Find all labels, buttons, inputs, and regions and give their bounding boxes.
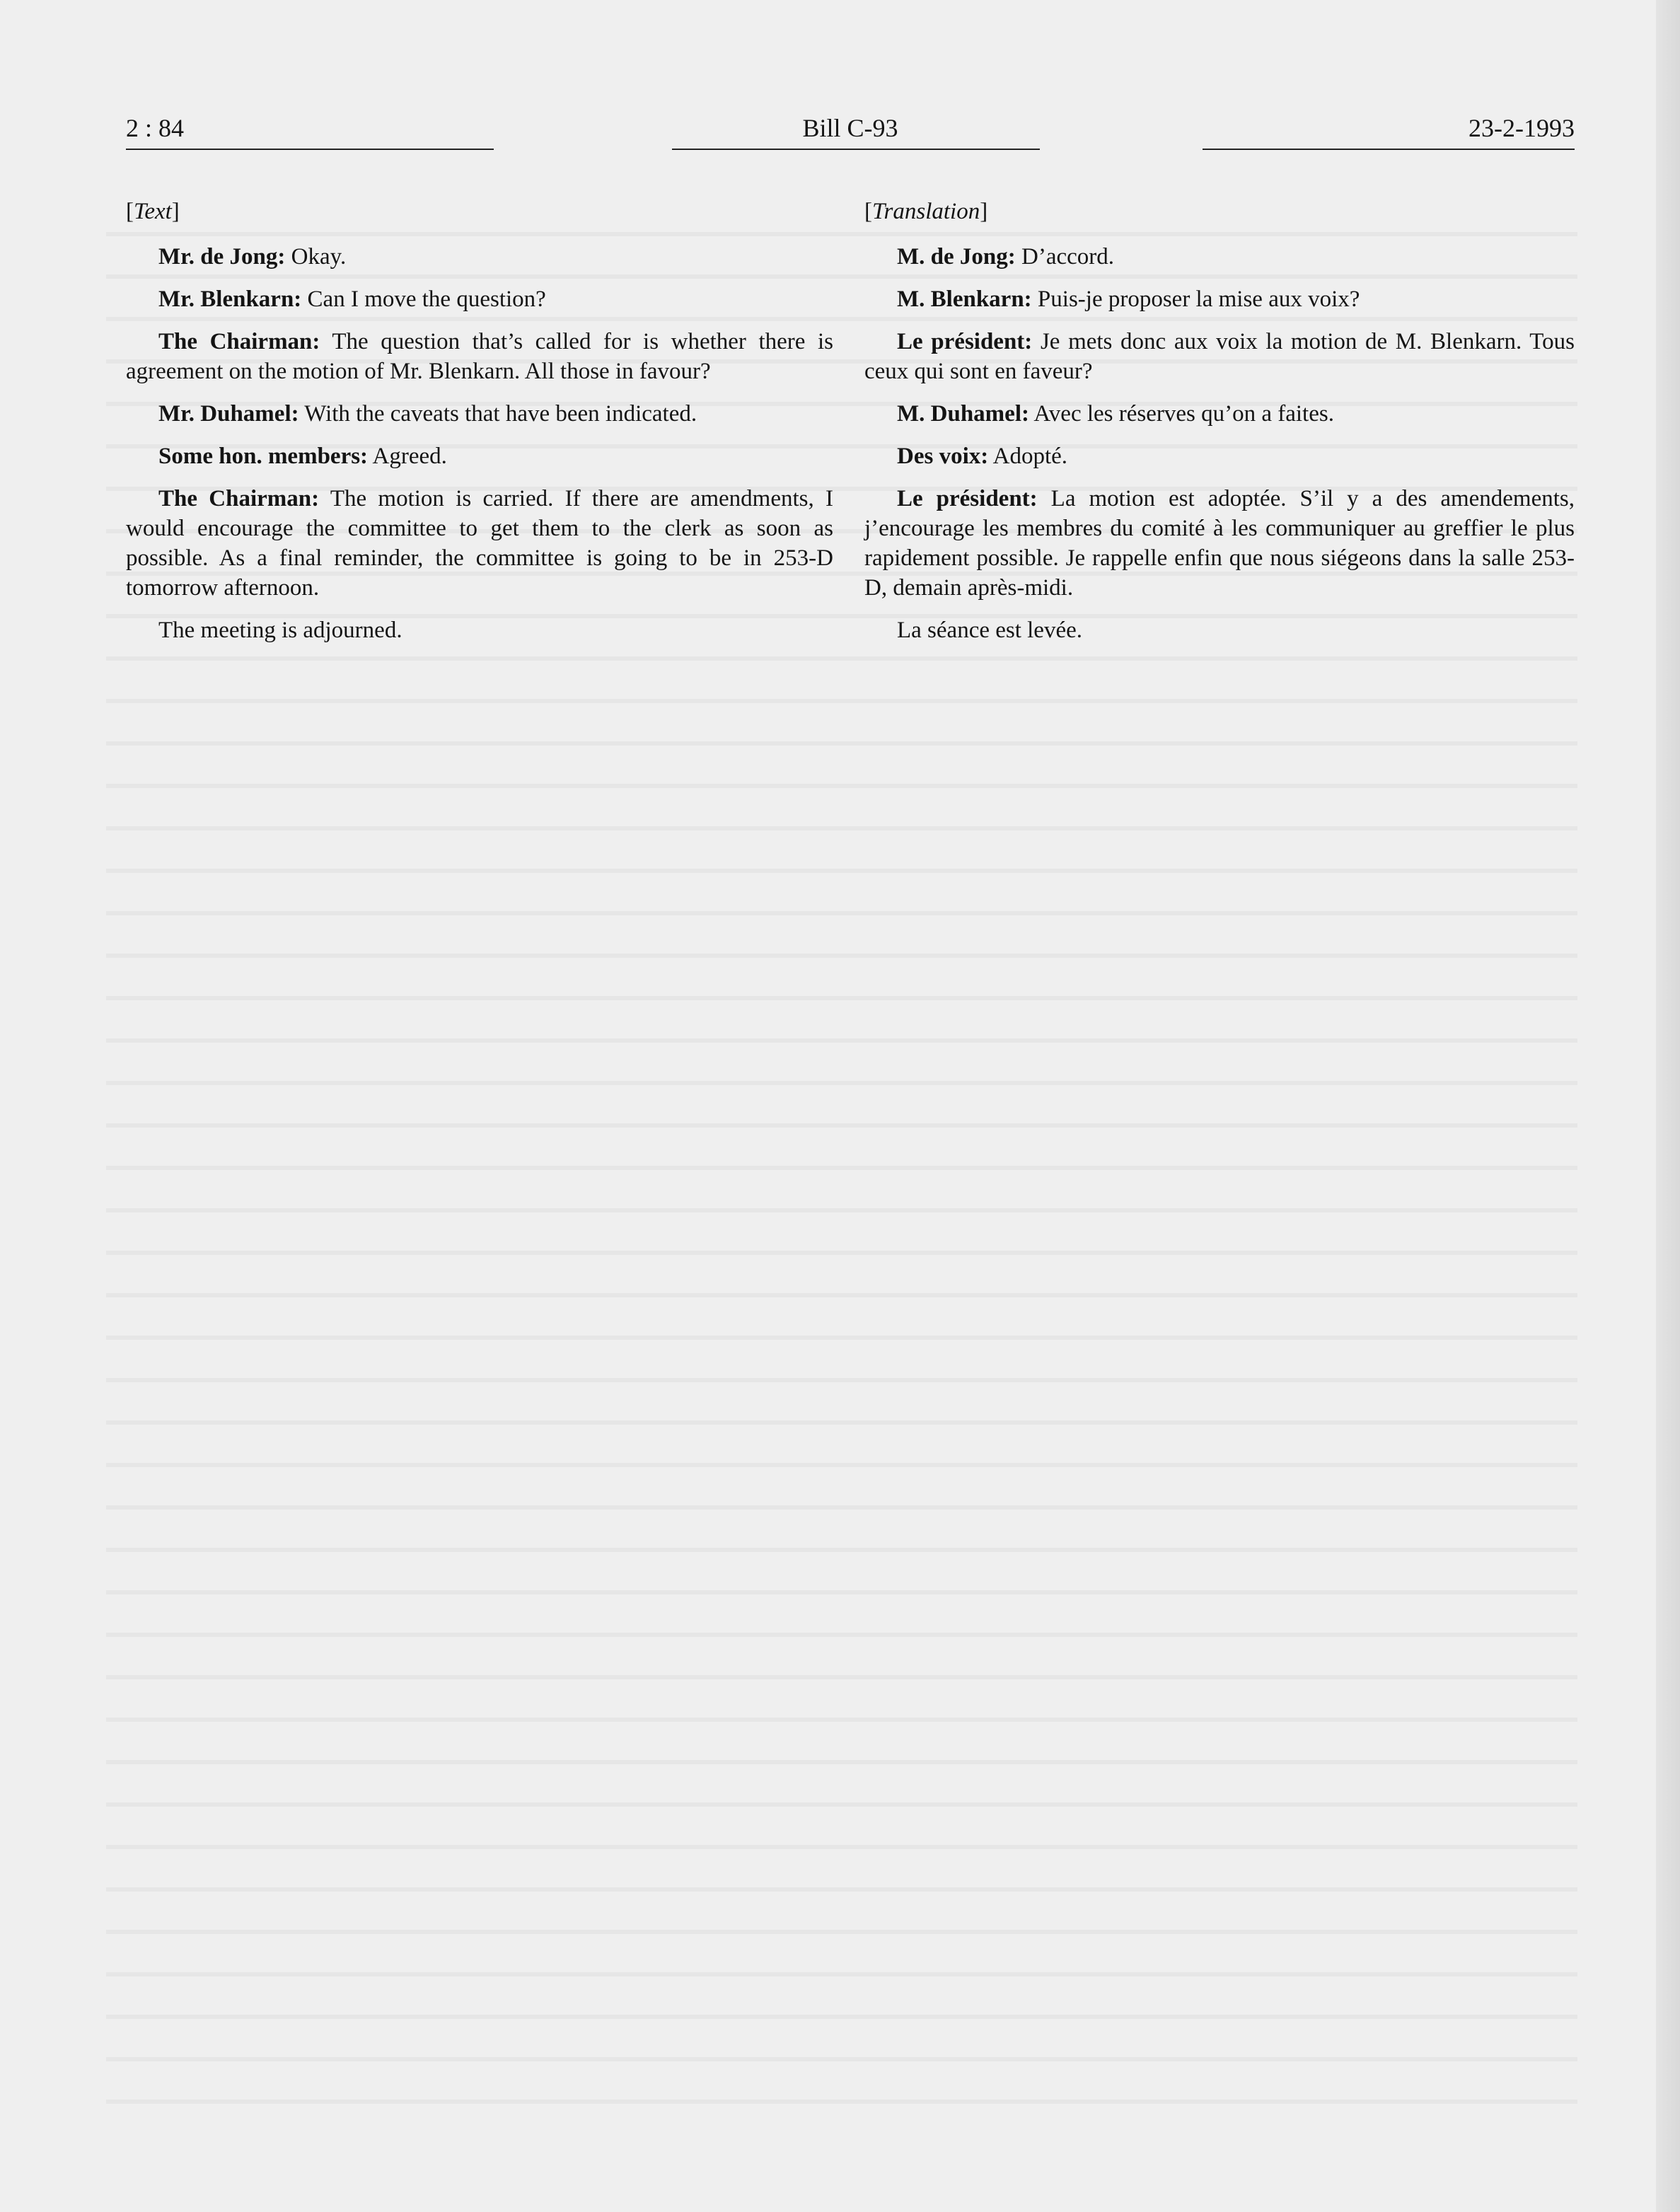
french-column xyxy=(864,197,1575,658)
speaker-name: Le président: xyxy=(897,486,1038,511)
speaker-name: M. Duhamel: xyxy=(897,401,1029,427)
speaker-name: Mr. Duhamel: xyxy=(158,401,299,427)
transcript-paragraph xyxy=(864,615,1575,645)
transcript-paragraph xyxy=(126,615,833,645)
speech-text: Adopté. xyxy=(988,444,1068,469)
speech-text: The question that’s called for is whether there is agreement on the motion of Mr. Blenkarn. All those in favour? xyxy=(126,329,833,384)
speaker-name: Le président: xyxy=(897,329,1033,354)
speech-text: With the caveats that have been indicated. xyxy=(299,401,697,427)
speech-text: Can I move the question? xyxy=(301,286,546,312)
transcript-paragraph xyxy=(126,441,833,471)
header-rule-center xyxy=(672,149,1040,150)
transcript-paragraph xyxy=(126,242,833,272)
speech-text: D’accord. xyxy=(1015,244,1115,270)
transcript-paragraph xyxy=(864,327,1575,386)
speaker-name: The Chairman: xyxy=(158,486,320,511)
header-rule-left xyxy=(126,149,494,150)
page-header xyxy=(126,113,1575,147)
speech-text: Agreed. xyxy=(368,444,447,469)
speech-text: La motion est adoptée. S’il y a des amendements, j’encourage les membres du comité à les communiquer au greffier le plus rapidement possible. Je rappelle enfin que nous siégeons dans la salle 253-D, demain après-midi. xyxy=(864,486,1575,601)
transcript-paragraph xyxy=(864,484,1575,603)
transcript-paragraph xyxy=(126,399,833,429)
speech-text: Avec les réserves qu’on a faites. xyxy=(1029,401,1334,427)
column-tag-label: Text xyxy=(134,199,172,224)
column-tag: [Text] xyxy=(126,199,180,224)
header-date: 23-2-1993 xyxy=(1468,114,1575,142)
speech-text: The motion is carried. If there are amendments, I would encourage the committee to get them to the clerk as soon as possible. As a final reminder, the committee is going to be in 253-D tomorrow afternoon. xyxy=(126,486,834,601)
speaker-name: Mr. de Jong: xyxy=(158,244,286,270)
speaker-name: The Chairman: xyxy=(158,329,320,354)
transcript-paragraph xyxy=(126,284,833,314)
speech-text: Okay. xyxy=(285,244,347,270)
header-rule-right xyxy=(1203,149,1575,150)
speech-text: The meeting is adjourned. xyxy=(158,618,402,643)
speaker-name: Mr. Blenkarn: xyxy=(158,286,302,312)
transcript-paragraph xyxy=(126,327,833,386)
speaker-name: M. Blenkarn: xyxy=(897,286,1032,312)
page-number: 2 : 84 xyxy=(126,114,185,142)
speaker-name: M. de Jong: xyxy=(897,244,1016,270)
transcript-paragraph xyxy=(864,441,1575,471)
english-column xyxy=(126,197,833,658)
speaker-name: Des voix: xyxy=(897,444,989,469)
running-title: Bill C-93 xyxy=(802,114,898,142)
column-tag: [Translation] xyxy=(864,199,988,224)
page-edge-shadow xyxy=(1656,0,1680,2212)
speaker-name: Some hon. members: xyxy=(158,444,369,469)
speech-text: Je mets donc aux voix la motion de M. Blenkarn. Tous ceux qui sont en faveur? xyxy=(864,329,1575,384)
column-tag-label: Translation xyxy=(872,199,980,224)
transcript-paragraph xyxy=(864,399,1575,429)
transcript-paragraph xyxy=(126,484,833,603)
transcript-paragraph xyxy=(864,242,1575,272)
speech-text: La séance est levée. xyxy=(897,618,1083,643)
transcript-paragraph xyxy=(864,284,1575,314)
speech-text: Puis-je proposer la mise aux voix? xyxy=(1031,286,1360,312)
